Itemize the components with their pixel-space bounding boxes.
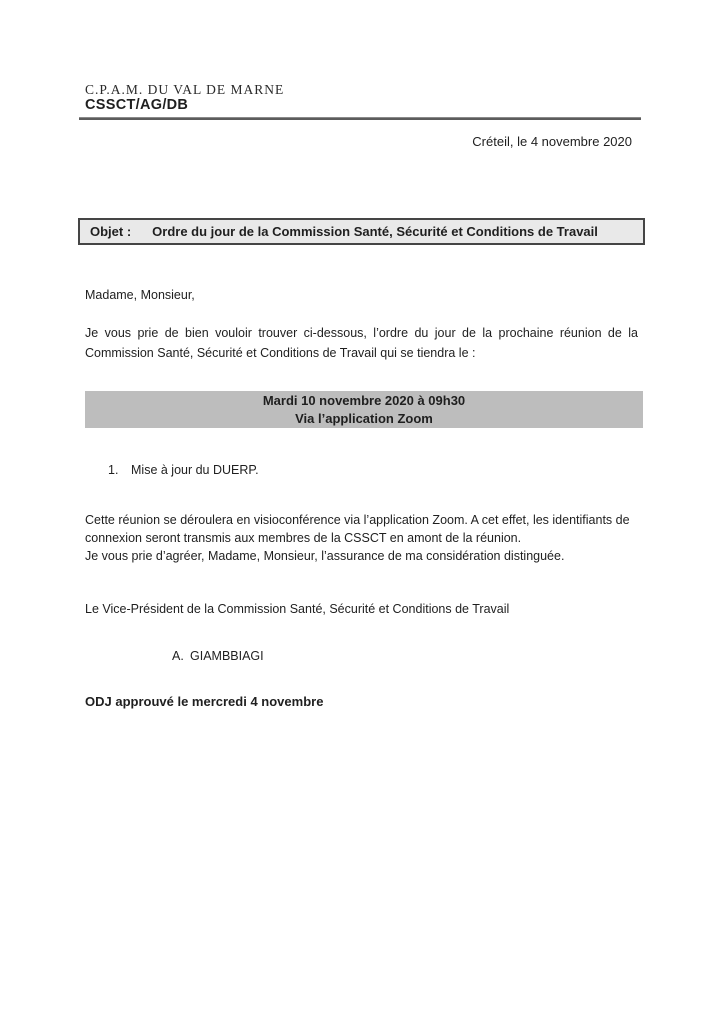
meeting-date: Mardi 10 novembre 2020 à 09h30 (262, 393, 466, 408)
body-paragraphs (85, 511, 638, 565)
info-paragraph: Cette réunion se déroulera en visioconférence via l’application Zoom. A cet effet, les identifiants de connexion seront transmis aux membres de la CSSCT en amont de la réunion. (85, 513, 630, 545)
signature-initial: A. (172, 649, 184, 663)
signature-name: GIAMBBIAGI (190, 649, 264, 663)
meeting-medium: Via l’application Zoom (295, 411, 433, 426)
subject-label: Objet : (90, 224, 132, 239)
intro-paragraph: Je vous prie de bien vouloir trouver ci-dessous, l’ordre du jour de la prochaine réunion de la Commission Santé, Sécurité et Conditions de Travail qui se tiendra le : (85, 326, 638, 360)
dateline: Créteil, le 4 novembre 2020 (472, 134, 632, 149)
organization-name: C.P.A.M. DU VAL DE MARNE (85, 82, 285, 97)
document-reference: CSSCT/AG/DB (85, 97, 189, 113)
header-divider (79, 117, 641, 120)
salutation: Madame, Monsieur, (85, 288, 195, 302)
meeting-banner (85, 391, 643, 428)
agenda-item (108, 463, 259, 477)
agenda-item-text: Mise à jour du DUERP. (131, 463, 259, 477)
signature-line (172, 649, 264, 663)
subject-box (78, 218, 645, 245)
signature-title: Le Vice-Président de la Commission Santé, Sécurité et Conditions de Travail (85, 602, 510, 616)
agenda-item-number: 1. (108, 463, 119, 477)
approval-note: ODJ approuvé le mercredi 4 novembre (85, 694, 324, 709)
closing-paragraph: Je vous prie d’agréer, Madame, Monsieur, l’assurance de ma considération distinguée. (85, 549, 565, 563)
subject-text: Ordre du jour de la Commission Santé, Sécurité et Conditions de Travail (152, 224, 598, 239)
